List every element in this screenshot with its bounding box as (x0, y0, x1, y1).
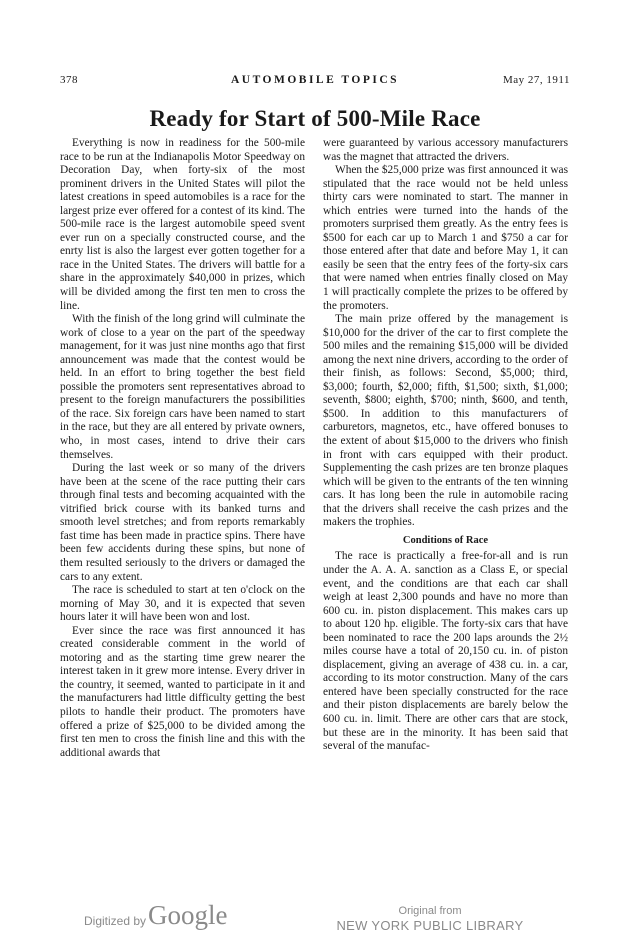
paragraph: Everything is now in readiness for the 500-mile race to be run at the Indianapolis Motor Speedway on Decoration Day, when forty-six of the most prominent drivers in the United States will pilot the latest creations in speed automobiles is a race for the largest prize ever offered for a contest of its kind. The 500-mile race is the largest automobile speed svent ever run on a specially constructed course, and the enrty list is also the largest ever gotten together for a race in the United States. The drivers will battle for a share in the approximately $40,000 in prizes, which will be divided among the first ten men to cross the line. (60, 137, 305, 312)
issue-date: May 27, 1911 (502, 74, 570, 86)
magazine-name: AUTOMOBILE TOPICS (230, 74, 400, 86)
google-logo: Google (148, 900, 228, 930)
article-title: Ready for Start of 500-Mile Race (149, 106, 481, 131)
original-from-label: Original from (398, 905, 462, 917)
digitized-by-label: Digitized by (84, 914, 147, 928)
paragraph: The race is practically a free-for-all and is run under the A. A. A. sanction as a Class E, or special event, and the conditions are that each car shall weigh at least 2,300 pounds and have no more than 600 cu. in. piston displacement. This makes cars up to about 120 hp. eligible. The forty-six cars that have been nominated to race the 200 laps arounds the 2½ miles course have a total of 20,150 cu. in. of piston displacement, giving an average of 438 cu. in. a car, according to its motor construction. Many of the cars entered have been specially constructed for the race and their piston displacements are barely below the 600 cu. in. limit. There are other cars that are stock, but these are in the minority. It has been said that several of the manufac- (323, 550, 568, 753)
left-column (60, 137, 305, 760)
paragraph: During the last week or so many of the drivers have been at the scene of the race putting their cars through final tests and becoming acquainted with the vitrified brick course with its banked turns and smooth level stretches; and from reports remarkably fast time has been made in practice spins. There have been few accidents during these spins, but none of them resulted seriously to the drivers or damaged the cars to any extent. (60, 462, 305, 583)
running-head (60, 74, 570, 90)
paragraph: With the finish of the long grind will culminate the work of close to a year on the part of the speedway management, for it was just nine months ago that first announcement was made that the contest would be held. In an effort to bring together the best field possible the promoters sent representatives abroad to present to the foreign manufacturers the possibilities of the race. Six foreign cars have been named to start in the race, but they are all entered by private owners, who, in most cases, intend to drive their cars themselves. (60, 313, 305, 461)
right-column (323, 137, 568, 754)
paragraph: When the $25,000 prize was first announced it was stipulated that the race would not be held unless thirty cars were nominated to start. The manner in which entries were turned into the hands of the promoters surprised them greatly. As the entry fees is $500 for each car up to March 1 and $750 a car for those entered after that date and before May 1, it can easily be seen that the entry fees of the forty-six cars that were named when entries finally closed on May 1 will practically complete the prizes to be offered by the promoters. (323, 164, 568, 312)
library-name: NEW YORK PUBLIC LIBRARY (336, 918, 524, 933)
page-number: 378 (60, 74, 78, 86)
paragraph: The main prize offered by the management is $10,000 for the driver of the car to first complete the 500 miles and the remaining $15,000 will be divided among the next nine drivers, according to the order of their finish, as follows: Second, $5,000; third, $3,000; fourth, $2,000; fifth, $1,500; sixth, $1,000; seventh, $800; eighth, $700; ninth, $600, and tenth, $500. In addition to this manufacturers of carburetors, magnetos, etc., have offered bonuses to the extent of about $15,000 to the drivers who finish in front with cars equipped with their product. Supplementing the cash prizes are ten bronze plaques which will be given to the entrants of the ten winning cars. It has long been the rule in automobile racing that the drivers shall receive the cash prizes and the makers the trophies. (323, 313, 568, 529)
paragraph: were guaranteed by various accessory manufacturers was the magnet that attracted the drivers. (323, 137, 568, 163)
paragraph: Ever since the race was first announced it has created considerable comment in the world of motoring and as the starting time grew nearer the interest taken in it grew more intense. Every driver in the country, it seemed, wanted to participate in it and the manufacturers had little difficulty getting the best pilots to handle their product. The promoters have offered a prize of $25,000 to be divided among the first ten men to cross the finish line and this with the additional awards that (60, 624, 305, 759)
library-attribution (330, 905, 530, 933)
paragraph: The race is scheduled to start at ten o'clock on the morning of May 30, and it is expected that seven hours later it will have been won and lost. (60, 584, 305, 624)
section-subheading: Conditions of Race (402, 534, 489, 546)
